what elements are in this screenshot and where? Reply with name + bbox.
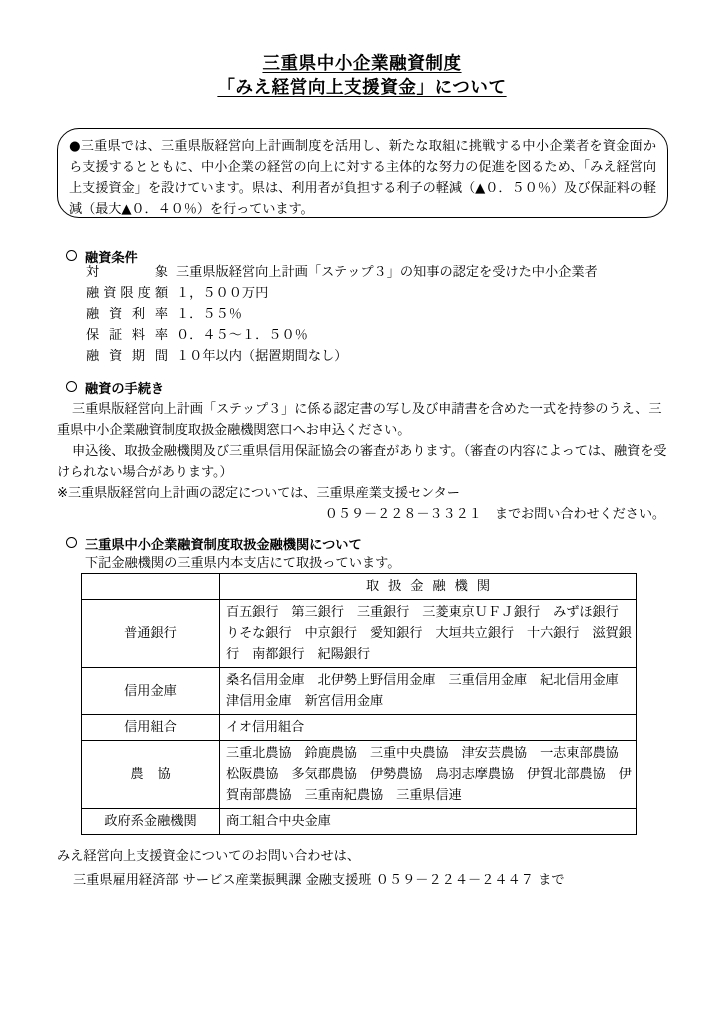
conditions-label xyxy=(86,304,168,325)
conditions-label xyxy=(86,325,168,346)
page-title xyxy=(0,52,724,100)
label-char: 利 xyxy=(131,307,146,322)
conditions-row xyxy=(86,325,598,346)
label-char: 資 xyxy=(108,307,123,322)
conditions-value: 三重県版経営向上計画「ステップ３」の知事の認定を受けた中小企業者 xyxy=(176,265,598,280)
table-category-cell xyxy=(82,741,220,809)
section-heading-institutions-label: 三重県中小企業融資制度取扱金融機関について xyxy=(85,538,362,553)
section-heading-institutions xyxy=(66,536,362,556)
label-char: 資 xyxy=(103,286,117,301)
table-category-cell: 普通銀行 xyxy=(82,600,220,668)
label-char: 融 xyxy=(86,307,100,322)
conditions-value: １，５００万円 xyxy=(176,286,269,301)
financial-institutions-table xyxy=(81,573,637,835)
institutions-lead-text: 下記金融機関の三重県内本支店にて取扱っています。 xyxy=(85,556,401,571)
table-header-institutions-label: 取扱金融機関 xyxy=(365,579,500,594)
table-header-row xyxy=(82,574,637,600)
label-char: 対 xyxy=(86,265,100,280)
conditions-label xyxy=(86,346,168,367)
footer-contact xyxy=(57,845,565,893)
title-line-2 xyxy=(0,76,724,100)
table-members-cell: イオ信用組合 xyxy=(220,715,637,741)
label-char: 額 xyxy=(154,286,168,301)
table-category-label: 農協 xyxy=(130,767,185,782)
label-char: 度 xyxy=(137,286,151,301)
circle-bullet-icon xyxy=(66,381,77,392)
intro-callout-box xyxy=(57,128,668,218)
label-char: 期 xyxy=(131,349,146,364)
table-header-blank-cell xyxy=(82,574,220,600)
table-row xyxy=(82,715,637,741)
table-members-cell: 三重北農協 鈴鹿農協 三重中央農協 津安芸農協 一志東部農協 松阪農協 多気郡農協 伊勢農協 鳥羽志摩農協 伊賀北部農協 伊賀南部農協 三重南紀農協 三重県信連 xyxy=(220,741,637,809)
table-row xyxy=(82,741,637,809)
table-row xyxy=(82,668,637,715)
footer-line-1: みえ経営向上支援資金についてのお問い合わせは、 xyxy=(57,849,361,864)
table-header-institutions-cell xyxy=(220,574,637,600)
section-heading-procedure xyxy=(66,380,164,400)
conditions-row xyxy=(86,304,598,325)
table-members-cell: 百五銀行 第三銀行 三重銀行 三菱東京ＵＦＪ銀行 みずほ銀行 りそな銀行 中京銀行 愛知銀行 大垣共立銀行 十六銀行 滋賀銀行 南都銀行 紀陽銀行 xyxy=(220,600,637,668)
procedure-paragraph: 三重県版経営向上計画「ステップ３」に係る認定書の写し及び申請書を含めた一式を持参のうえ、三重県中小企業融資制度取扱金融機関窓口へお申込ください。 xyxy=(57,402,662,438)
label-char: 融 xyxy=(86,349,100,364)
table-category-cell: 信用金庫 xyxy=(82,668,220,715)
procedure-phone-line: ０５９－２２８－３３２１ までお問い合わせください。 xyxy=(324,507,665,522)
procedure-paragraph: 申込後、取扱金融機関及び三重県信用保証協会の審査があります。（審査の内容によっては、融資を受けられない場合があります。） xyxy=(57,444,667,480)
intro-callout-text: ●三重県では、三重県版経営向上計画制度を活用し、新たな取組に挑戦する中小企業者を資金面から支援するとともに、中小企業の経営の向上に対する主体的な努力の促進を図るため、「みえ経営向上支援資金」を設けています。県は、利用者が負担する利子の軽減（▲０．５０％）及び保証料の軽減（最大▲０．４０％）を行っています。 xyxy=(69,139,656,217)
conditions-row xyxy=(86,262,598,283)
table-row xyxy=(82,600,637,668)
conditions-label xyxy=(86,262,168,283)
conditions-value: １．５５％ xyxy=(176,307,242,322)
conditions-label xyxy=(86,283,168,304)
label-char: 融 xyxy=(86,286,100,301)
conditions-list xyxy=(86,262,598,367)
label-char: 間 xyxy=(154,349,168,364)
label-char: 率 xyxy=(154,307,168,322)
table-members-cell: 商工組合中央金庫 xyxy=(220,809,637,835)
label-char: 限 xyxy=(120,286,134,301)
table-category-cell: 信用組合 xyxy=(82,715,220,741)
circle-bullet-icon xyxy=(66,250,77,261)
section-heading-procedure-label: 融資の手続き xyxy=(85,382,165,397)
title-line-2-text: 「みえ経営向上支援資金」について xyxy=(217,78,507,98)
table-row xyxy=(82,809,637,835)
title-line-1 xyxy=(0,52,724,76)
section-heading-conditions-label: 融資条件 xyxy=(85,251,138,266)
table-members-cell: 桑名信用金庫 北伊勢上野信用金庫 三重信用金庫 紀北信用金庫 津信用金庫 新宮信用金庫 xyxy=(220,668,637,715)
footer-line-2: 三重県雇用経済部 サービス産業振興課 金融支援班 ０５９－２２４－２４４７ まで xyxy=(73,873,565,888)
circle-bullet-icon xyxy=(66,537,77,548)
procedure-body xyxy=(57,399,671,525)
label-char: 保 xyxy=(86,328,100,343)
label-char: 率 xyxy=(154,328,168,343)
table-category-cell: 政府系金融機関 xyxy=(82,809,220,835)
label-char: 象 xyxy=(154,265,168,280)
conditions-row xyxy=(86,283,598,304)
label-char: 証 xyxy=(108,328,123,343)
procedure-paragraph: ※三重県版経営向上計画の認定については、三重県産業支援センター xyxy=(57,486,460,501)
conditions-row xyxy=(86,346,598,367)
conditions-value: ０．４５～１．５０％ xyxy=(176,328,308,343)
conditions-value: １０年以内（据置期間なし） xyxy=(176,349,348,364)
label-char: 資 xyxy=(108,349,123,364)
title-line-1-text: 三重県中小企業融資制度 xyxy=(262,54,462,74)
label-char: 料 xyxy=(131,328,146,343)
